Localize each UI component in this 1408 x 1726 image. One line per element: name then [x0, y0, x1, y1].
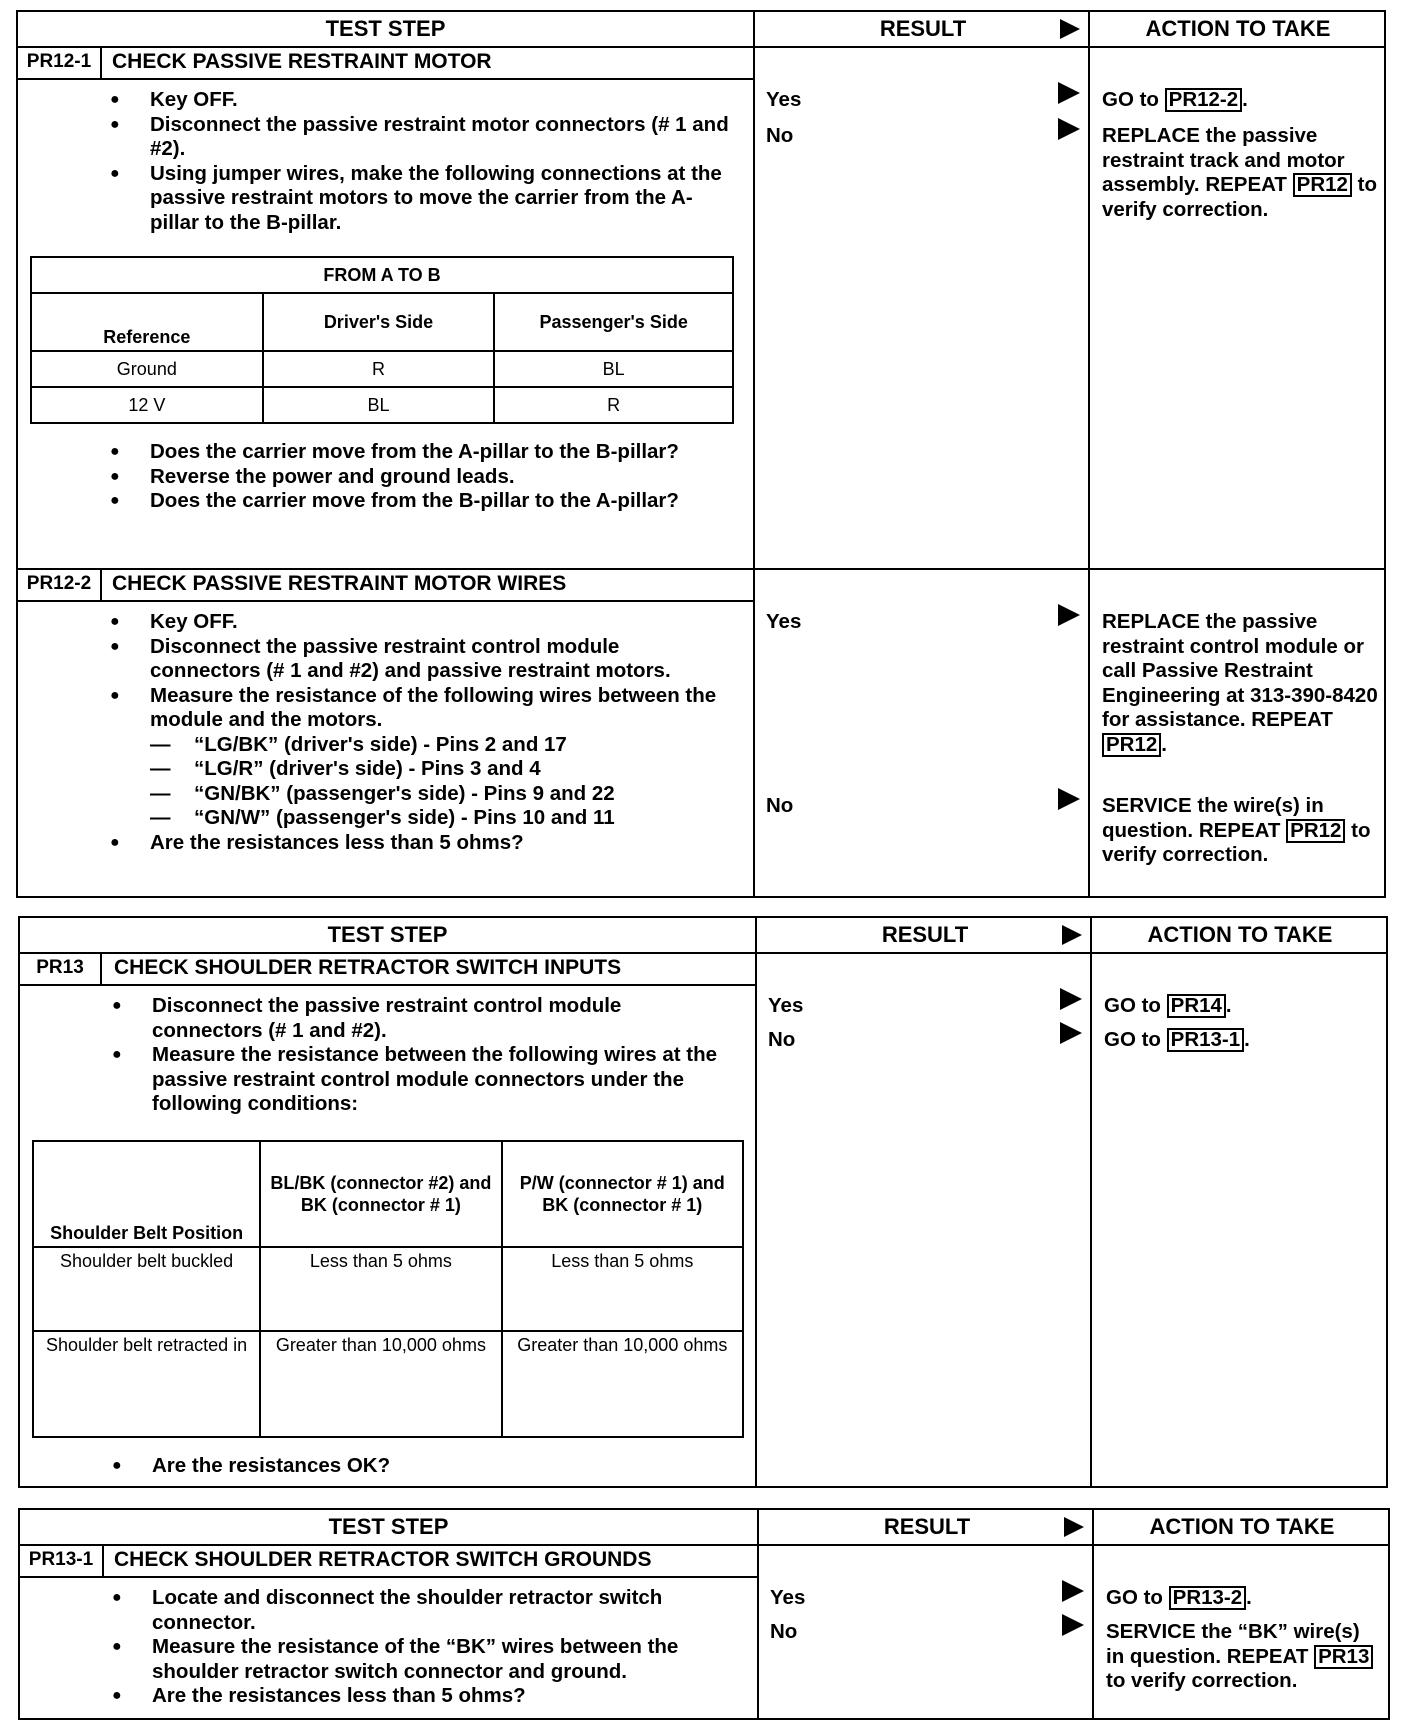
column-header: P/W (connector # 1) and BK (connector # 1)	[502, 1141, 743, 1247]
action-text: .	[1242, 88, 1248, 111]
instruction: ● Key OFF.	[110, 88, 730, 113]
instruction: ● Key OFF.	[110, 610, 730, 635]
action-text: REPEAT	[1198, 818, 1281, 842]
arrow-icon	[1058, 118, 1080, 140]
instruction: ● Using jumper wires, make the following connections at the passive restraint motors to move the carrier from the A-pillar to the B-pillar.	[110, 162, 730, 236]
cell: R	[494, 387, 733, 423]
result-no: No	[766, 124, 794, 147]
table-row	[31, 387, 733, 423]
action-text: to verify correction.	[1106, 1669, 1298, 1692]
instruction	[110, 684, 730, 831]
instruction: ● Disconnect the passive restraint control module connectors (# 1 and #2).	[112, 994, 732, 1043]
step-title: CHECK SHOULDER RETRACTOR SWITCH INPUTS	[114, 956, 622, 979]
instruction: ● Measure the resistance of the “BK” wires between the shoulder retractor switch connector and ground.	[112, 1635, 742, 1684]
instruction: ● Are the resistances less than 5 ohms?	[110, 831, 730, 856]
arrow-icon	[1062, 1580, 1084, 1602]
cell: Greater than 10,000 ohms	[502, 1331, 743, 1437]
arrow-icon	[1060, 1022, 1082, 1044]
instruction: ● Reverse the power and ground leads.	[110, 465, 730, 490]
cell: Ground	[31, 351, 263, 387]
step-reference-link[interactable]: PR12	[1102, 733, 1161, 757]
result-no: No	[770, 1620, 798, 1643]
header-test-step: TEST STEP	[325, 16, 446, 41]
header-result: RESULT	[883, 1514, 971, 1539]
action-yes	[1106, 1586, 1252, 1611]
instruction-list	[110, 610, 730, 855]
wire-item: — “GN/BK” (passenger's side) - Pins 9 and 22	[150, 782, 730, 807]
test-block-pr12	[16, 10, 1386, 898]
action-text: to verify correction.	[1102, 173, 1377, 221]
result-yes: Yes	[770, 1586, 806, 1609]
header-result: RESULT	[881, 922, 969, 947]
step-bar-pr13-1	[20, 1544, 758, 1578]
divider	[757, 1510, 759, 1718]
action-text: GO to	[1106, 1586, 1163, 1609]
cell: BL	[494, 351, 733, 387]
action-text: SERVICE the wire(s) in question.	[1102, 794, 1324, 842]
cell: BL	[263, 387, 495, 423]
header-action: ACTION TO TAKE	[1149, 1514, 1335, 1539]
action-text: to verify correction.	[1102, 818, 1371, 866]
step-id: PR12-2	[18, 568, 102, 600]
header-result: RESULT	[879, 16, 967, 41]
action-text: GO to	[1102, 88, 1159, 111]
instruction-list	[112, 1586, 742, 1709]
test-block-pr13	[18, 916, 1388, 1488]
action-text: .	[1225, 994, 1232, 1017]
arrow-icon	[1062, 1614, 1084, 1636]
step-reference-link[interactable]: PR13	[1314, 1645, 1373, 1669]
divider	[1092, 1510, 1094, 1718]
column-header: BL/BK (connector #2) and BK (connector # 1)	[260, 1141, 501, 1247]
step-id: PR13-1	[20, 1544, 104, 1576]
step-title: CHECK SHOULDER RETRACTOR SWITCH GROUNDS	[114, 1548, 652, 1571]
column-header: Shoulder Belt Position	[33, 1141, 260, 1247]
step-reference-link[interactable]: PR14	[1167, 994, 1226, 1018]
cell: R	[263, 351, 495, 387]
instruction: ● Locate and disconnect the shoulder retractor switch connector.	[112, 1586, 742, 1635]
table-row	[33, 1247, 743, 1331]
step-reference-link[interactable]: PR13-1	[1167, 1028, 1245, 1052]
step-id: PR12-1	[18, 46, 102, 78]
arrow-icon	[1060, 19, 1080, 39]
divider	[1088, 12, 1090, 896]
step-id: PR13	[20, 952, 102, 984]
result-yes: Yes	[766, 610, 802, 633]
header-row	[18, 12, 1384, 48]
result-yes: Yes	[768, 994, 804, 1017]
table-title: FROM A TO B	[31, 257, 733, 293]
resistance-table	[32, 1140, 744, 1438]
instruction-text: Measure the resistance of the following wires between the module and the motors.	[150, 683, 717, 731]
step-reference-link[interactable]: PR12-2	[1165, 88, 1243, 112]
cell: Greater than 10,000 ohms	[260, 1331, 501, 1437]
header-test-step: TEST STEP	[328, 1514, 449, 1539]
action-text: .	[1161, 732, 1167, 756]
header-row	[20, 1510, 1388, 1546]
arrow-icon	[1060, 988, 1082, 1010]
action-text: REPEAT	[1226, 1644, 1309, 1668]
action-text: SERVICE the “BK” wire(s) in question.	[1106, 1620, 1360, 1668]
result-no: No	[768, 1028, 796, 1051]
divider	[1090, 918, 1092, 1486]
action-yes	[1104, 994, 1232, 1019]
result-yes: Yes	[766, 88, 802, 111]
instruction: ● Disconnect the passive restraint motor connectors (# 1 and #2).	[110, 113, 730, 162]
step-bar-pr12-2	[18, 568, 754, 602]
step-title: CHECK PASSIVE RESTRAINT MOTOR WIRES	[112, 572, 567, 595]
table-row	[31, 351, 733, 387]
step-reference-link[interactable]: PR13-2	[1169, 1586, 1247, 1610]
header-action: ACTION TO TAKE	[1147, 922, 1333, 947]
step-title: CHECK PASSIVE RESTRAINT MOTOR	[112, 50, 492, 73]
wire-item: — “GN/W” (passenger's side) - Pins 10 and 11	[150, 806, 730, 831]
arrow-icon	[1058, 788, 1080, 810]
step-bar-pr12-1	[18, 46, 754, 80]
divider	[753, 12, 755, 896]
arrow-icon	[1064, 1517, 1084, 1537]
cell: Less than 5 ohms	[502, 1247, 743, 1331]
instruction: ● Does the carrier move from the B-pillar to the A-pillar?	[110, 489, 730, 514]
action-no	[1102, 794, 1378, 868]
header-row	[20, 918, 1386, 954]
instruction: ● Are the resistances less than 5 ohms?	[112, 1684, 742, 1709]
instruction: ● Does the carrier move from the A-pillar to the B-pillar?	[110, 440, 730, 465]
action-text: .	[1244, 1028, 1250, 1051]
instruction: ● Disconnect the passive restraint control module connectors (# 1 and #2) and passive restraint motors.	[110, 635, 730, 684]
test-block-pr13-1	[18, 1508, 1390, 1720]
step-reference-link[interactable]: PR12	[1293, 173, 1352, 197]
cell: Less than 5 ohms	[260, 1247, 501, 1331]
arrow-icon	[1062, 925, 1082, 945]
instruction-list	[110, 88, 730, 235]
column-header: Reference	[31, 293, 263, 351]
wire-item: — “LG/R” (driver's side) - Pins 3 and 4	[150, 757, 730, 782]
header-test-step: TEST STEP	[327, 922, 448, 947]
arrow-icon	[1058, 604, 1080, 626]
wire-item: — “LG/BK” (driver's side) - Pins 2 and 17	[150, 733, 730, 758]
action-text: REPLACE the passive restraint control module or call Passive Restraint Engineering at 313-390-8420 for assistance. REPEAT	[1102, 610, 1378, 731]
action-text: GO to	[1104, 1028, 1161, 1051]
instruction-list	[112, 994, 732, 1117]
action-no	[1104, 1028, 1250, 1053]
instruction-list	[112, 1454, 732, 1479]
action-text: .	[1246, 1586, 1252, 1609]
action-no	[1102, 124, 1378, 222]
cell: Shoulder belt buckled	[33, 1247, 260, 1331]
step-reference-link[interactable]: PR12	[1286, 819, 1345, 843]
arrow-icon	[1058, 82, 1080, 104]
divider	[755, 918, 757, 1486]
cell: 12 V	[31, 387, 263, 423]
step-bar-pr13	[20, 952, 756, 986]
instruction: ● Measure the resistance between the following wires at the passive restraint control module connectors under the following conditions:	[112, 1043, 732, 1117]
action-no	[1106, 1620, 1382, 1694]
table-row	[33, 1331, 743, 1437]
instruction-list	[110, 440, 730, 514]
column-header: Driver's Side	[263, 293, 495, 351]
instruction: ● Are the resistances OK?	[112, 1454, 732, 1479]
connection-table	[30, 256, 734, 424]
action-text: REPLACE the passive restraint track and motor assembly. REPEAT	[1102, 124, 1345, 196]
action-text: GO to	[1104, 994, 1161, 1017]
result-no: No	[766, 794, 794, 817]
action-yes	[1102, 610, 1378, 757]
column-header: Passenger's Side	[494, 293, 733, 351]
header-action: ACTION TO TAKE	[1145, 16, 1331, 41]
action-yes	[1102, 88, 1378, 113]
cell: Shoulder belt retracted in	[33, 1331, 260, 1437]
